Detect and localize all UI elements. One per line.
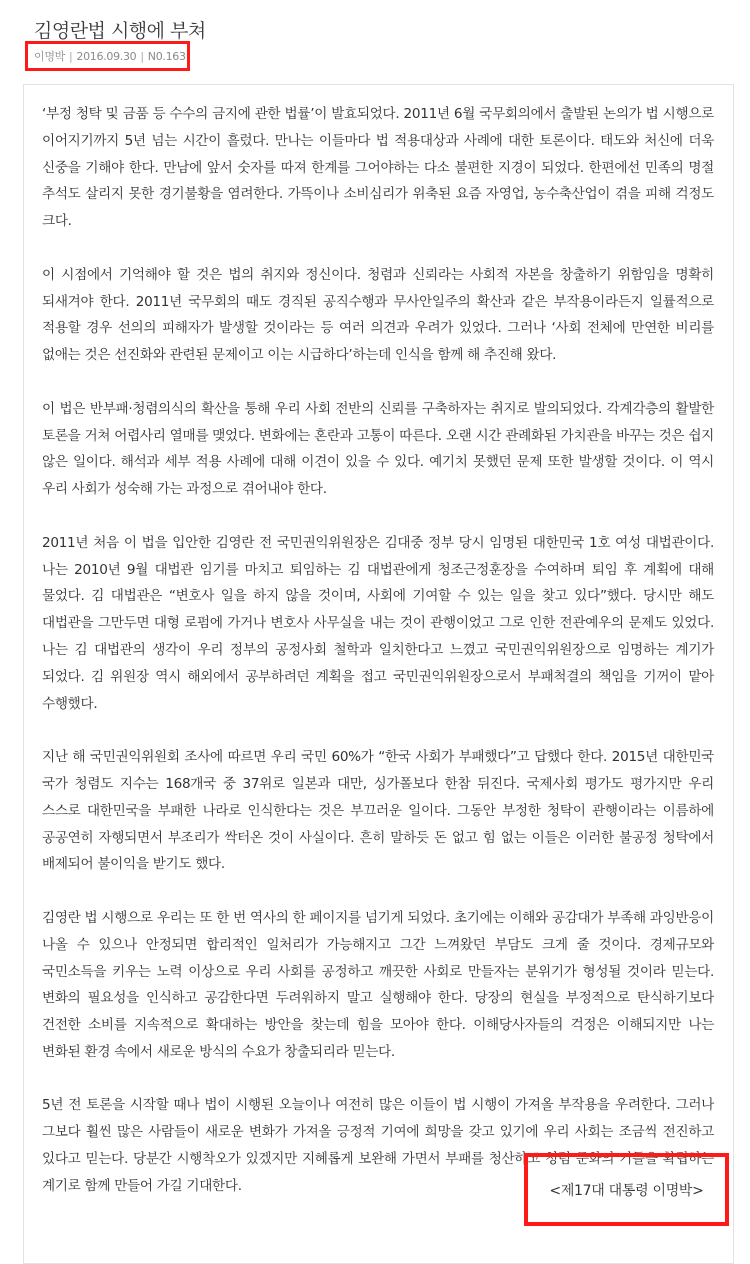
article-paragraph: 지난 해 국민권익위원회 조사에 따르면 우리 국민 60%가 “한국 사회가 부패했다”고 답했다 한다. 2015년 대한민국 국가 청렴도 지수는 168개국 중 37위로 일본과 대만, 싱가폴보다 한참 뒤진다. 국제사회 평가도 평가지만 우리 스스로 대한민국을 부패한 나라로 인식한다는 것은 부끄러운 일이다. 그동안 부정한 청탁이 관행이라는 이름하에 공공연히 자행되면서 부조리가 싹터온 것이 사실이다. 흔히 말하듯 돈 없고 힘 없는 이들은 이러한 불공정 청탁에서 배제되어 불이익을 받기도 했다. xyxy=(42,749,714,873)
meta-date: 2016.09.30 xyxy=(76,49,137,63)
article-title: 김영란법 시행에 부쳐 xyxy=(34,20,206,42)
article-paragraph: ‘부정 청탁 및 금품 등 수수의 금지에 관한 법률’이 발효되었다. 2011년 6월 국무회의에서 출발된 논의가 법 시행으로 이어지기까지 5년 넘는 시간이 흘렀다. 만나는 이들마다 법 적용대상과 사례에 대한 토론이다. 태도와 처신에 더욱 신중을 기해야 한다. 만남에 앞서 숫자를 따져 한계를 그어야하는 다소 불편한 지경이 되었다. 한편에선 민족의 명절 추석도 살리지 못한 경기불황을 염려한다. 가뜩이나 소비심리가 위축된 요즘 자영업, 농수축산업이 겪을 피해 걱정도 크다. xyxy=(42,106,714,230)
article-paragraph: 김영란 법 시행으로 우리는 또 한 번 역사의 한 페이지를 넘기게 되었다. 초기에는 이해와 공감대가 부족해 과잉반응이 나올 수 있으나 안정되면 합리적인 일처리가 가능해지고 그간 느껴왔던 부담도 크게 줄 것이다. 경제규모와 국민소득을 키우는 노력 이상으로 우리 사회를 공정하고 깨끗한 사회로 만들자는 분위기가 형성될 것이라 믿는다. 변화의 필요성을 인식하고 공감한다면 두려워하지 말고 실행해야 한다. 당장의 현실을 부정적으로 탄식하기보다 건전한 소비를 지속적으로 확대하는 방안을 찾는데 힘을 모아야 한다. 이해당사자들의 걱정은 이해되지만 나는 변화된 환경 속에서 새로운 방식의 수요가 창출되리라 믿는다. xyxy=(42,909,714,1060)
article-body xyxy=(42,101,714,1226)
article-paragraph: 이 시점에서 기억해야 할 것은 법의 취지와 정신이다. 청렴과 신뢰라는 사회적 자본을 창출하기 위함임을 명확히 되새겨야 한다. 2011년 국무회의 때도 경직된 공직수행과 무사안일주의 확산과 같은 부작용이라든지 일률적으로 적용할 경우 선의의 피해자가 발생할 것이라는 등 여러 의견과 우려가 있었다. 그러나 ‘사회 전체에 만연한 비리를 없애는 것은 선진화와 관련된 문제이고 이는 시급하다’하는데 인식을 함께 해 추진해 왔다. xyxy=(42,266,714,364)
meta-separator: | xyxy=(140,49,144,63)
meta-number: N0.163 xyxy=(147,49,186,63)
signature: <제17대 대통령 이명박> xyxy=(524,1153,729,1226)
article-paragraph: 5년 전 토론을 시작할 때나 법이 시행된 오늘이나 여전히 많은 이들이 법 시행이 가져올 부작용을 우려한다. 그러나 그보다 훨씬 많은 사람들이 새로운 변화가 가져올 긍정적 기여에 희망을 갖고 있기에 우리 사회는 조금씩 전진하고 있다고 믿는다. 당분간 시행착오가 있겠지만 지혜롭게 보완해 가면서 부패를 청산하고 청렴 문화의 기틀을 확립하는 계기로 함께 만들어 가길 기대한다. xyxy=(42,1097,714,1194)
meta-separator: | xyxy=(68,49,73,63)
meta-author: 이명박 xyxy=(34,50,65,63)
article-meta xyxy=(25,41,190,71)
article-paragraph: 2011년 처음 이 법을 입안한 김영란 전 국민권익위원장은 김대중 정부 당시 임명된 대한민국 1호 여성 대법관이다. 나는 2010년 9월 대법관 임기를 마치고 퇴임하는 김 대법관에게 청조근정훈장을 수여하며 퇴임 후 계획에 대해 물었다. 김 대법관은 “변호사 일을 하지 않을 것이며, 사회에 기여할 수 있는 일을 찾고 있다”했다. 당시만 해도 대법관을 그만두면 대형 로펌에 가거나 변호사 사무실을 내는 것이 관행이었고 그로 인한 전관예우의 문제도 있었다. 나는 김 대법관의 생각이 우리 정부의 공정사회 철학과 일치한다고 느꼈고 국민권익위원장으로 임명하는 계기가 되었다. 김 위원장 역시 해외에서 공부하려던 계획을 접고 국민권익위원장으로서 부패척결의 책임을 기꺼이 맡아 수행했다. xyxy=(42,534,714,712)
article-paragraph: 이 법은 반부패·청렴의식의 확산을 통해 우리 사회 전반의 신뢰를 구축하자는 취지로 발의되었다. 각계각층의 활발한 토론을 거쳐 어렵사리 열매를 맺었다. 변화에는 혼란과 고통이 따른다. 오랜 시간 관례화된 가치관을 바꾸는 것은 쉽지 않은 일이다. 해석과 세부 적용 사례에 대해 이견이 있을 수 있다. 예기치 못했던 문제 또한 발생할 것이다. 이 역시 우리 사회가 성숙해 가는 과정으로 겪어내야 한다. xyxy=(42,400,714,498)
